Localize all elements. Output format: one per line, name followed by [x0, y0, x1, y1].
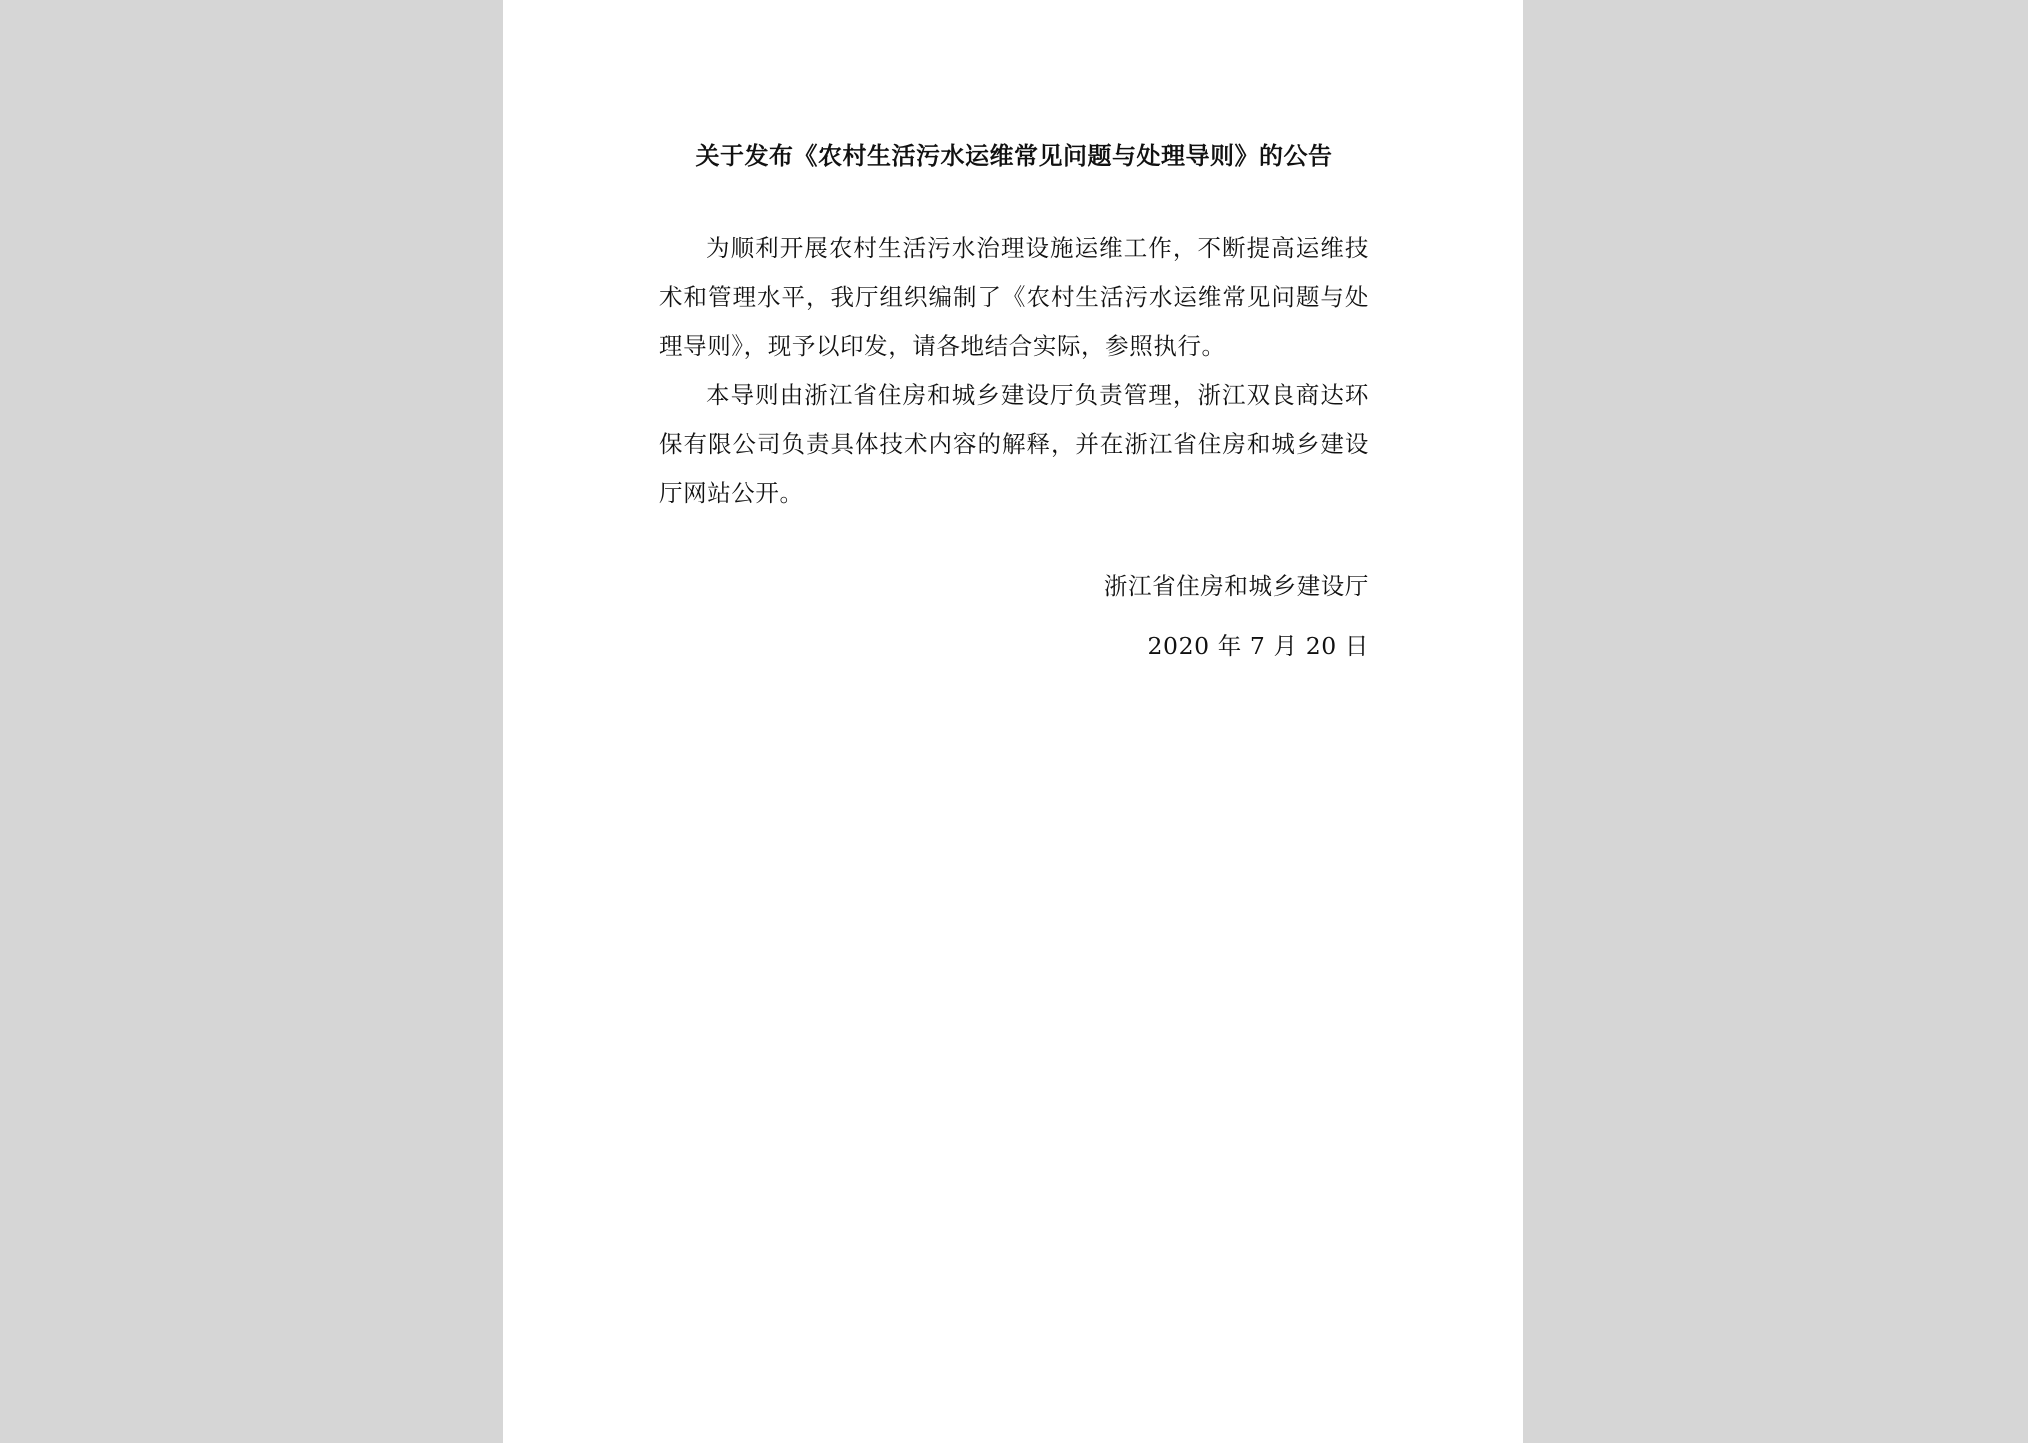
body-paragraph-2: 本导则由浙江省住房和城乡建设厅负责管理，浙江双良商达环保有限公司负责具体技术内容的解释，并在浙江省住房和城乡建设厅网站公开。 [659, 381, 1369, 507]
issue-date: 2020 年 7 月 20 日 [1147, 632, 1369, 660]
body-paragraph-1: 为顺利开展农村生活污水治理设施运维工作，不断提高运维技术和管理水平，我厅组织编制了《农村生活污水运维常见问题与处理导则》，现予以印发，请各地结合实际，参照执行。 [659, 234, 1369, 360]
issuer-name: 浙江省住房和城乡建设厅 [1103, 572, 1369, 600]
document-title: 关于发布《农村生活污水运维常见问题与处理导则》的公告 [695, 142, 1333, 170]
signature-block [659, 556, 1369, 676]
document-page [503, 0, 1523, 1443]
